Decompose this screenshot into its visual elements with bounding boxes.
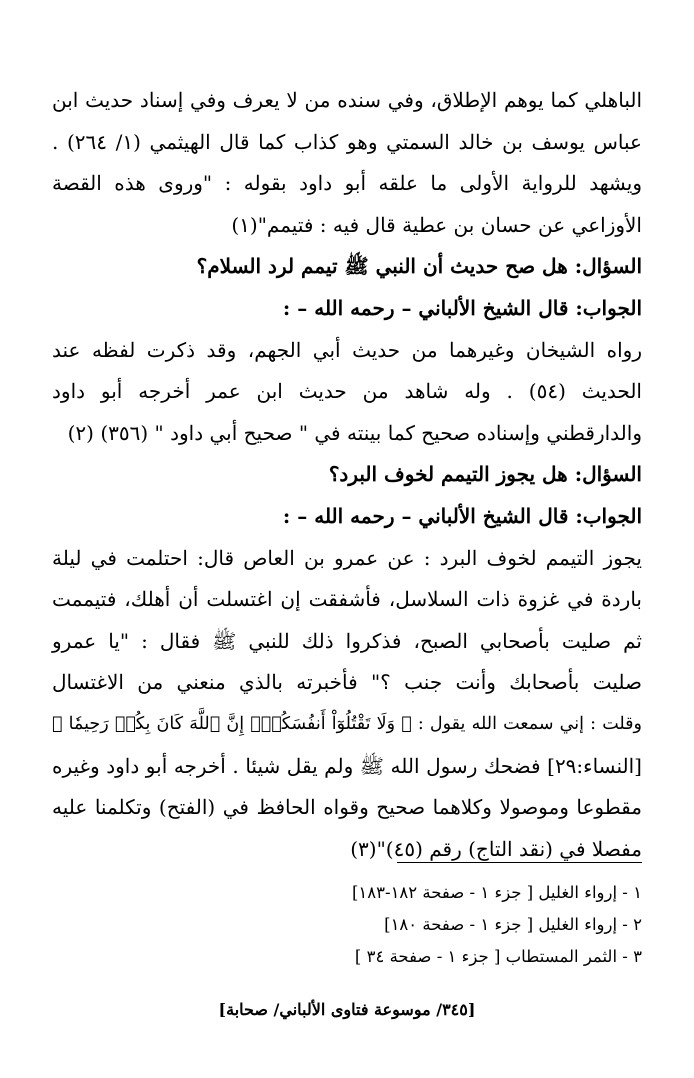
body-line: عباس يوسف بن خالد السمتي وهو كذاب كما قال الهيثمي (١/ ٢٦٤) . [52, 129, 642, 154]
body-line: رواه الشيخان وغيرهما من حديث أبي الجهم، وقد ذكرت لفظه عند [52, 337, 642, 362]
body-line: ويشهد للرواية الأولى ما علقه أبو داود بقوله : "وروى هذه القصة [52, 171, 642, 196]
body-line: باردة في غزوة ذات السلاسل، فأشفقت إن اغتسلت أن أهلك، فتيممت [52, 587, 642, 612]
body-line: صليت بأصحابك وأنت جنب ؟" فأخبرته بالذي منعني من الاغتسال [52, 670, 642, 695]
body-line: [النساء:٢٩] فضحك رسول الله ﷺ ولم يقل شيئا . أخرجه أبو داود وغيره [52, 753, 642, 778]
body-line: مقطوعا وموصولا وكلاهما صحيح وقواه الحافظ في (الفتح) وتكلمنا عليه [52, 795, 642, 820]
page-footer: [٣٤٥/ موسوعة فتاوى الألباني/ صحابة] [218, 1000, 476, 1019]
body-line: الحديث (٥٤) . وله شاهد من حديث ابن عمر أخرجه أبو داود [52, 379, 642, 404]
body-line: ثم صليت بأصحابي الصبح، فذكروا ذلك للنبي ﷺ فقال : "يا عمرو [52, 628, 642, 653]
heading-line: السؤال: هل صح حديث أن النبي ﷺ تيمم لرد السلام؟ [196, 254, 642, 279]
heading-line: السؤال: هل يجوز التيمم لخوف البرد؟ [328, 462, 642, 487]
heading-line: الجواب: قال الشيخ الألباني – رحمه الله – : [282, 295, 642, 320]
body-line: يجوز التيمم لخوف البرد : عن عمرو بن العاص قال: احتلمت في ليلة [52, 545, 642, 570]
body-line: الباهلي كما يوهم الإطلاق، وفي سنده من لا يعرف وفي إسناد حديث ابن [52, 88, 642, 112]
footnote-divider [397, 862, 642, 863]
footnotes [52, 862, 642, 973]
footnote-3: ٣ - الثمر المستطاب [ جزء ١ - صفحة ٣٤ ] [354, 947, 642, 966]
heading-line: الجواب: قال الشيخ الألباني – رحمه الله – : [282, 503, 642, 528]
body-text [52, 80, 642, 870]
body-line: وقلت : إني سمعت الله يقول : ﴿ وَلَا تَقْتُلُوٓاْ أَنفُسَكُمْۚ إِنَّ ٱللَّهَ كَانَ بِكُمۡ رَحِيمٗا ﴾ [52, 713, 642, 734]
body-line: والدارقطني وإسناده صحيح كما بينته في " صحيح أبي داود " (٣٥٦) (٢) [67, 420, 642, 445]
footnote-2: ٢ - إرواء الغليل [ جزء ١ - صفحة ١٨٠] [384, 915, 642, 934]
footnote-1: ١ - إرواء الغليل [ جزء ١ - صفحة ١٨٢-١٨٣] [351, 883, 642, 902]
body-line: مفصلا في (نقد التاج) رقم (٤٥)"(٣) [350, 836, 642, 861]
body-line: الأوزاعي عن حسان بن عطية قال فيه : فتيمم"(١) [231, 212, 642, 237]
